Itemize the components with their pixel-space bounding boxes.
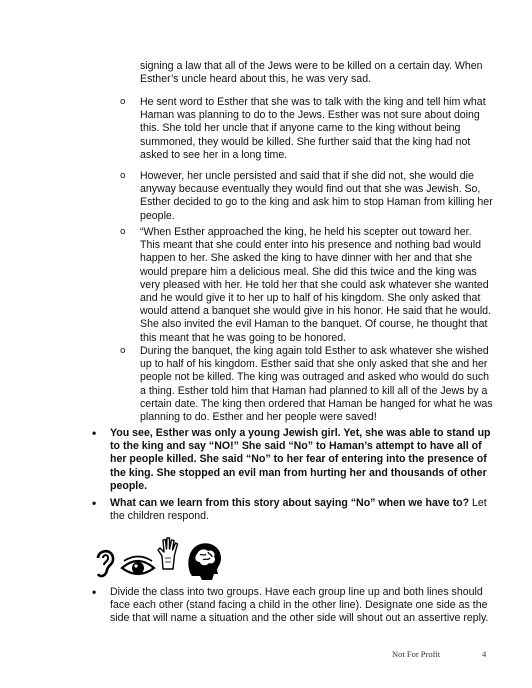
sub-bullet-4 bbox=[120, 345, 494, 424]
main-bullet-marker: • bbox=[92, 585, 97, 599]
main-bullet-bold-text: You see, Esther was only a young Jewish girl. Yet, she was able to stand up to the king and say “NO!” She said “No” to Haman’s attempt to have all of her people killed. She said “No” to her fear of entering into the presence of the king. She stopped an evil man from hurting her and thousands of other people. bbox=[110, 427, 491, 492]
ear-icon bbox=[92, 546, 118, 580]
main-bullet-text: Divide the class into two groups. Have each group line up and both lines should face each other (stand facing a child in the other line). Designate one side as the side that will name a situation and the other side will shout out an assertive reply. bbox=[110, 586, 489, 625]
sub-bullet-text: During the banquet, the king again told Esther to ask whatever she wished up to half of his kingdom. Esther said that she only asked that she and her people not be killed. The king was outraged and asked who would do such a thing. Esther told him that Haman had planned to kill all of the Jews by a certain date. The king then ordered that Haman be hanged for what he was planning to do. Esther and her people were saved! bbox=[140, 345, 493, 424]
sub-bullet-text: However, her uncle persisted and said that if she did not, she would die anyway because eventually they would find out that she was Jewish. So, Esther decided to go to the king and ask him to stop Haman from killing her people. bbox=[140, 170, 493, 222]
sub-bullet-text: “When Esther approached the king, he held his scepter out toward her. This meant that she could enter into his presence and nothing bad would happen to her. She asked the king to have dinner with her and that she would prepare him a delicious meal. She did this twice and the king was very pleased with her. He told her that she could ask whatever she wanted and he would give it to her up to half of his kingdom. She only asked that would attend a banquet she would give in his honor. He said that he would. She also invited the evil Haman to the banquet. Of course, he thought that this meant that he was going to be honored. bbox=[140, 226, 492, 344]
sub-bullet-text: He sent word to Esther that she was to talk with the king and tell him what Haman was planning to do to the Jews. Esther was not sure about doing this. She told her uncle that if anyone came to the king without being summoned, they would be killed. She further said that the king had not asked to see her in a long time. bbox=[140, 96, 486, 161]
sub-bullet-1 bbox=[120, 96, 494, 162]
footer-text: Not For Profit bbox=[392, 649, 441, 659]
sub-bullet-marker: o bbox=[120, 346, 126, 356]
continuation-paragraph: signing a law that all of the Jews were to be killed on a certain day. When Esther’s uncle heard about this, he was very sad. bbox=[140, 60, 483, 86]
page-footer bbox=[392, 648, 492, 661]
page-number: 4 bbox=[482, 649, 487, 659]
hand-icon bbox=[156, 536, 180, 570]
main-bullet-3 bbox=[92, 585, 498, 626]
eye-icon bbox=[120, 554, 156, 580]
main-bullet-marker: • bbox=[92, 426, 97, 440]
senses-icons bbox=[92, 536, 242, 584]
sub-bullet-3 bbox=[120, 226, 494, 345]
main-bullet-2 bbox=[92, 496, 498, 523]
main-bullet-text: Let the children respond. bbox=[110, 497, 487, 523]
brain-head-icon bbox=[184, 540, 224, 582]
main-bullet-bold-text: What can we learn from this story about saying “No” when we have to? bbox=[110, 497, 470, 509]
main-bullet-marker: • bbox=[92, 496, 97, 510]
sub-bullet-marker: o bbox=[120, 171, 126, 181]
main-bullet-1 bbox=[92, 426, 498, 493]
sub-bullet-marker: o bbox=[120, 97, 126, 107]
sub-bullet-marker: o bbox=[120, 227, 126, 237]
sub-bullet-2 bbox=[120, 170, 494, 223]
